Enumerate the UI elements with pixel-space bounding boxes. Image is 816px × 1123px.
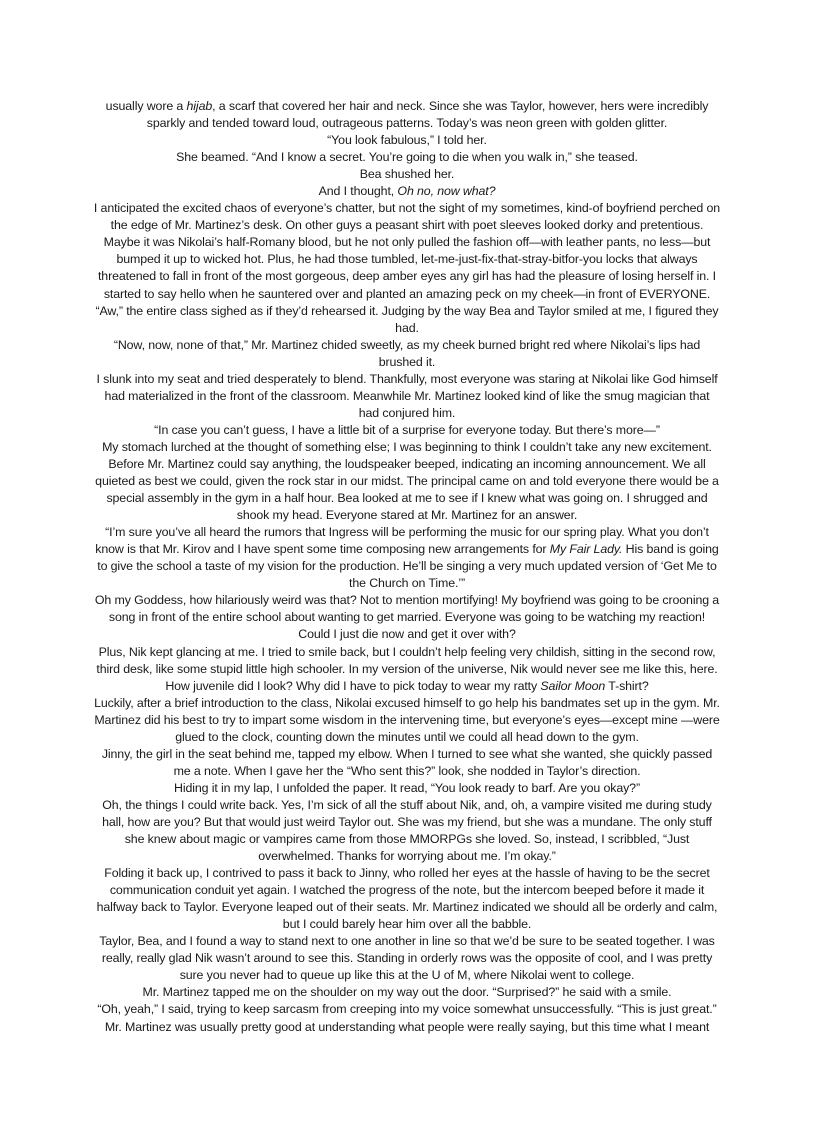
paragraph [93, 1001, 721, 1018]
text-run: Hiding it in my lap, I unfolded the paper. It read, “You look ready to barf. Are you okay?” [174, 780, 640, 795]
text-run: Taylor, Bea, and I found a way to stand next to one another in line so that we’d be sure to be seated together. I was really, really glad Nik wasn’t around to see this. Standing in orderly rows was the opposite of cool, and I was pretty sure you never had to queue up like this at the U of M, where Nikolai went to college. [99, 934, 715, 983]
paragraph [93, 865, 721, 933]
italic-text: hijab [186, 99, 213, 113]
paragraph [93, 98, 721, 132]
text-run: My stomach lurched at the thought of something else; I was beginning to think I couldn’t take any new excitement. Before Mr. Martinez could say anything, the loudspeaker beeped, indicating an incoming announcement. We all quieted as best we could, given the rock star in our midst. The principal came on and told everyone there would be a special assembly in the gym in a half hour. Bea looked at me to see if I knew what was going on. I shrugged and shook my head. Everyone stared at Mr. Martinez for an answer. [95, 439, 719, 523]
text-run: Jinny, the girl in the seat behind me, tapped my elbow. When I turned to see what she wanted, she quickly passed me a note. When I gave her the “Who sent this?” look, she nodded in Taylor’s direction. [101, 746, 713, 778]
paragraph [93, 337, 721, 371]
paragraph [93, 1019, 721, 1036]
paragraph [93, 371, 721, 422]
paragraph [93, 183, 721, 200]
paragraph [93, 303, 721, 337]
italic-text: Sailor Moon [540, 678, 606, 693]
body-text [93, 98, 721, 1036]
italic-text: Oh no, now what? [397, 184, 496, 199]
text-run: She beamed. “And I know a secret. You’re going to die when you walk in,” she teased. [176, 150, 638, 165]
text-run: I anticipated the excited chaos of everyone’s chatter, but not the sight of my sometimes, kind-of boyfriend perched on the edge of Mr. Martinez’s desk. On other guys a peasant shirt with poet sleeves looked dorky and pretentious. Maybe it was Nikolai’s half-Romany blood, but he not only pulled the fashion off—with leather pants, no less—but bumped it up to wicked hot. Plus, he had those tumbled, let-me-just-fix-that-stray-bitfor-you locks that always threatened to fall in front of the most gorgeous, deep amber eyes any girl has had the pleasure of losing herself in. I started to say hello when he sauntered over and planted an amazing peck on my cheek—in front of EVERYONE. [93, 201, 721, 301]
text-run: I slunk into my seat and tried desperately to blend. Thankfully, most everyone was staring at Nikolai like God himself had materialized in the front of the classroom. Meanwhile Mr. Martinez looked kind of like the smug magician that had conjured him. [96, 371, 718, 420]
paragraph [93, 746, 721, 780]
text-run: Oh, the things I could write back. Yes, I’m sick of all the stuff about Nik, and, oh, a vampire visited me during study hall, how are you? But that would just weird Taylor out. She was my friend, but she was a mundane. The only stuff she knew about magic or vampires came from those MMORPGs she loved. So, instead, I scribbled, “Just overwhelmed. Thanks for worrying about me. I’m okay.” [102, 797, 712, 864]
text-run: Plus, Nik kept glancing at me. I tried to smile back, but I couldn’t help feeling very childish, sitting in the second row, third desk, like some stupid little high schooler. In my version of the universe, Nik would never see me like this, here. How juvenile did I look? Why did I have to pick today to wear my ratty [96, 644, 718, 693]
paragraph [93, 524, 721, 592]
paragraph [93, 933, 721, 984]
paragraph [93, 984, 721, 1001]
text-run: “Oh, yeah,” I said, trying to keep sarcasm from creeping into my voice somewhat unsuccessfully. “This is just great.” [97, 1002, 717, 1017]
text-run: usually wore a [105, 99, 187, 113]
paragraph [93, 780, 721, 797]
text-run: Oh my Goddess, how hilariously weird was that? Not to mention mortifying! My boyfriend was going to be crooning a song in front of the entire school about wanting to get married. Everyone was going to be watching my reaction! Could I just die now and get it over with? [94, 593, 720, 642]
text-run: , a scarf that covered her hair and neck. Since she was Taylor, however, hers were incredibly sparkly and tended toward loud, outrageous patterns. Today’s was neon green with golden glitter. [146, 99, 709, 131]
text-run: “I’m sure you’ve all heard the rumors that Ingress will be performing the music for our spring play. What you don’t know is that Mr. Kirov and I have spent some time composing new arrangements for [95, 525, 709, 557]
paragraph [93, 166, 721, 183]
paragraph [93, 422, 721, 439]
paragraph [93, 644, 721, 695]
paragraph [93, 132, 721, 149]
text-run: Mr. Martinez tapped me on the shoulder on my way out the door. “Surprised?” he said with a smile. [142, 985, 672, 1000]
paragraph [93, 439, 721, 524]
paragraph [93, 592, 721, 643]
text-run: Folding it back up, I contrived to pass it back to Jinny, who rolled her eyes at the hassle of having to be the secret communication conduit yet again. I watched the progress of the note, but the intercom beeped before it made it halfway back to Taylor. Everyone leaped out of their seats. Mr. Martinez indicated we should all be orderly and calm, but I could barely hear him over all the babble. [96, 866, 718, 932]
paragraph [93, 149, 721, 166]
text-run: “In case you can’t guess, I have a little bit of a surprise for everyone today. But there’s more—” [154, 422, 660, 437]
text-run: “You look fabulous,” I told her. [327, 133, 487, 148]
text-run: And I thought, [318, 184, 398, 199]
paragraph [93, 797, 721, 865]
text-run: Luckily, after a brief introduction to the class, Nikolai excused himself to go help his bandmates set up in the gym. Mr. Martinez did his best to try to impart some wisdom in the intervening time, but everyone’s eyes—except mine —were glued to the clock, counting down the minutes until we could all head down to the gym. [94, 695, 720, 744]
text-run: His band is going to give the school a taste of my vision for the production. He’ll be singing a very much updated version of ‘Get Me to the Church on Time.’” [97, 542, 719, 591]
text-run: T-shirt? [605, 678, 649, 693]
text-run: Bea shushed her. [359, 167, 455, 182]
text-run: “Aw,” the entire class sighed as if they’d rehearsed it. Judging by the way Bea and Taylor smiled at me, I figured they had. [95, 303, 719, 335]
text-run: Mr. Martinez was usually pretty good at understanding what people were really saying, but this time what I meant [104, 1019, 710, 1034]
paragraph [93, 695, 721, 746]
paragraph [93, 200, 721, 302]
text-run: “Now, now, none of that,” Mr. Martinez chided sweetly, as my cheek burned bright red where Nikolai’s lips had brushed it. [113, 337, 701, 369]
italic-text: My Fair Lady. [549, 542, 623, 557]
